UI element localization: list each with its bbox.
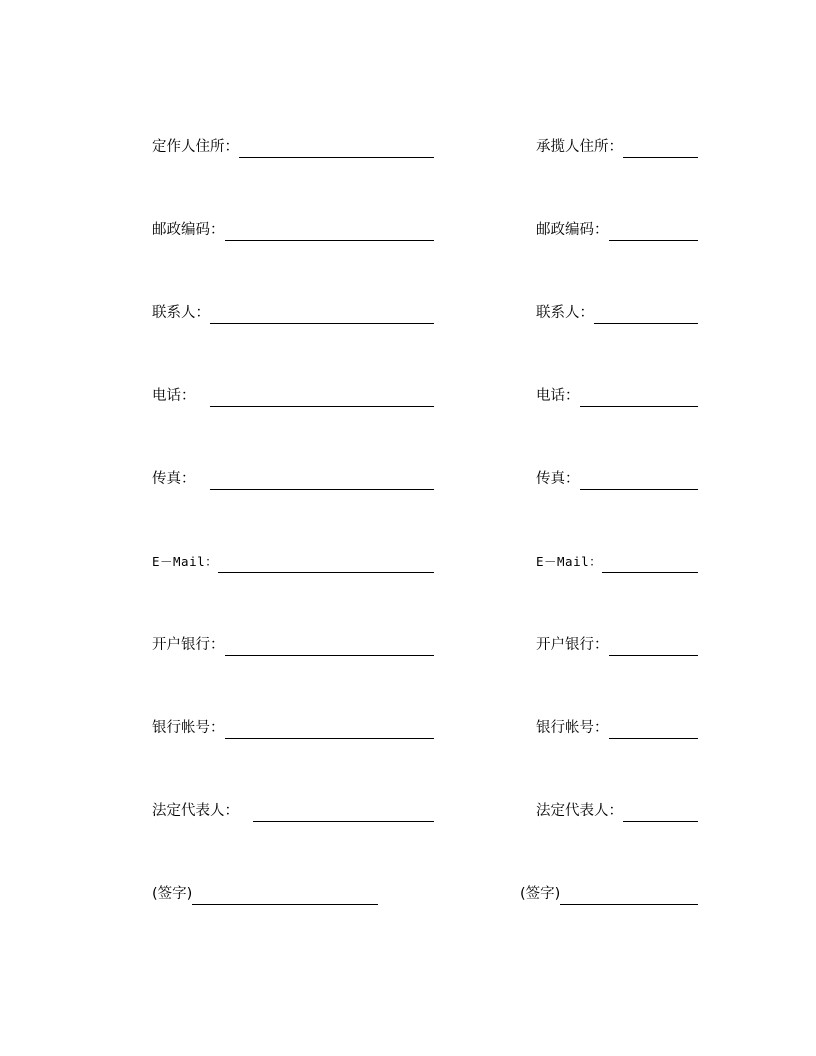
- contractor-signature-blank[interactable]: [560, 903, 698, 905]
- contractor-contact-label: 联系人：: [536, 305, 594, 321]
- orderer-postal-field[interactable]: [152, 217, 434, 241]
- orderer-bank-blank[interactable]: [225, 654, 435, 656]
- contractor-signature-field[interactable]: [520, 881, 698, 905]
- contractor-account-blank[interactable]: [609, 737, 699, 739]
- orderer-signature-label: (签字): [152, 886, 193, 902]
- contractor-phone-blank[interactable]: [580, 405, 699, 407]
- contractor-phone-field[interactable]: [536, 383, 698, 407]
- contractor-postal-field[interactable]: [536, 217, 698, 241]
- orderer-signature-blank[interactable]: [192, 903, 378, 905]
- contractor-legal-rep-label: 法定代表人：: [536, 803, 623, 819]
- contractor-postal-label: 邮政编码：: [536, 222, 609, 238]
- orderer-address-field[interactable]: [152, 134, 434, 158]
- contractor-address-label: 承揽人住所：: [536, 139, 623, 155]
- orderer-bank-field[interactable]: [152, 632, 434, 656]
- orderer-phone-field[interactable]: [152, 383, 434, 407]
- contractor-postal-blank[interactable]: [609, 239, 699, 241]
- contractor-account-field[interactable]: [536, 715, 698, 739]
- orderer-address-label: 定作人住所：: [152, 139, 239, 155]
- orderer-legal-rep-blank[interactable]: [253, 820, 434, 822]
- orderer-phone-blank[interactable]: [210, 405, 435, 407]
- contractor-contact-blank[interactable]: [594, 322, 698, 324]
- contractor-phone-label: 电话：: [536, 388, 580, 404]
- contractor-bank-blank[interactable]: [609, 654, 699, 656]
- contractor-bank-field[interactable]: [536, 632, 698, 656]
- orderer-email-label: E－Mail：: [152, 554, 219, 569]
- orderer-bank-label: 开户银行：: [152, 637, 225, 653]
- orderer-legal-rep-label: 法定代表人：: [152, 803, 239, 819]
- orderer-fax-label: 传真：: [152, 471, 196, 487]
- contractor-bank-label: 开户银行：: [536, 637, 609, 653]
- orderer-fax-field[interactable]: [152, 466, 434, 490]
- contractor-signature-label: (签字): [520, 886, 561, 902]
- orderer-address-blank[interactable]: [239, 156, 434, 158]
- contractor-account-label: 银行帐号：: [536, 720, 609, 736]
- contractor-contact-field[interactable]: [536, 300, 698, 324]
- orderer-fax-blank[interactable]: [210, 488, 435, 490]
- orderer-postal-blank[interactable]: [225, 239, 435, 241]
- orderer-account-field[interactable]: [152, 715, 434, 739]
- orderer-contact-blank[interactable]: [210, 322, 434, 324]
- contractor-legal-rep-blank[interactable]: [623, 820, 698, 822]
- contractor-fax-label: 传真：: [536, 471, 580, 487]
- orderer-account-blank[interactable]: [225, 737, 435, 739]
- orderer-legal-rep-field[interactable]: [152, 798, 434, 822]
- orderer-signature-field[interactable]: [152, 881, 378, 905]
- orderer-postal-label: 邮政编码：: [152, 222, 225, 238]
- contractor-fax-field[interactable]: [536, 466, 698, 490]
- orderer-contact-label: 联系人：: [152, 305, 210, 321]
- contractor-address-field[interactable]: [536, 134, 698, 158]
- contractor-address-blank[interactable]: [623, 156, 698, 158]
- contractor-email-label: E－Mail：: [536, 554, 603, 569]
- orderer-email-blank[interactable]: [218, 571, 434, 573]
- contractor-fax-blank[interactable]: [580, 488, 699, 490]
- contractor-email-blank[interactable]: [602, 571, 698, 573]
- orderer-contact-field[interactable]: [152, 300, 434, 324]
- orderer-email-field[interactable]: [152, 549, 434, 573]
- orderer-account-label: 银行帐号：: [152, 720, 225, 736]
- contractor-email-field[interactable]: [536, 549, 698, 573]
- orderer-phone-label: 电话：: [152, 388, 196, 404]
- contractor-legal-rep-field[interactable]: [536, 798, 698, 822]
